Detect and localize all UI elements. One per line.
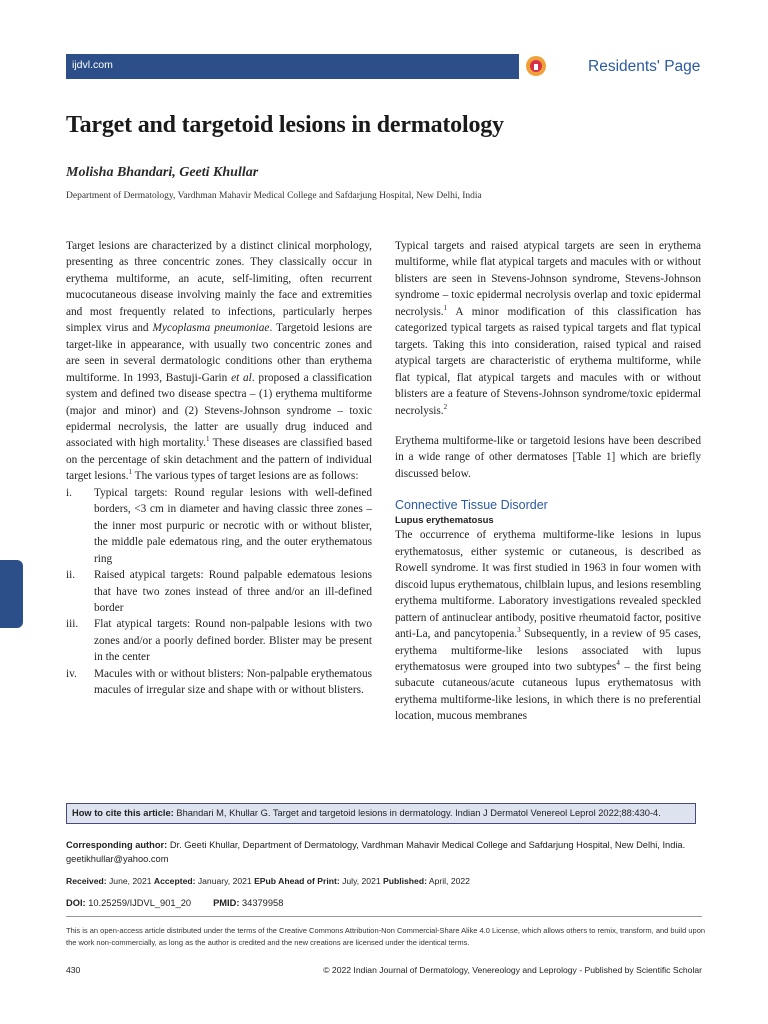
- journal-site-url[interactable]: ijdvl.com: [72, 59, 113, 71]
- lupus-paragraph: The occurrence of erythema multiforme-like lesions in lupus erythematosus, either systemic or cutaneous, is described as Rowell syndrome. It was first studied in 1963 in four women with discoid lupus erythematous, chilblain lupus, and lesions resembling erythema multiforme. Laboratory investigations revealed speckled pattern of antinuclear antibody, positive rheumatoid factor, positive anti-La, and pancytopenia.$^3$ Subsequently, in a review of 95 cases, erythema multiforme-like lesions associated with lupus erythematosus were grouped into two subtypes$^4$ – the first being subacute cutaneous/acute cutaneous lupus erythematosus with erythema multiforme-like lesions, in which there is no preferential location, mucous membranes: [395, 529, 702, 723]
- reference-citation[interactable]: 3: [517, 626, 521, 635]
- correspondence-label: Corresponding author:: [66, 840, 168, 850]
- list-item: iii. Flat atypical targets: Round non-palpable lesions with two zones and/or a poorly defined border. Blister may be present in the center: [66, 618, 372, 664]
- reference-citation[interactable]: 1: [206, 435, 210, 444]
- targetoid-paragraph: Erythema multiforme-like or targetoid lesions have been described in a wide range of other dermatoses [Table 1] which are briefly discussed below.: [395, 434, 701, 480]
- correspondence: [66, 838, 702, 866]
- article-title: Target and targetoid lesions in dermatology: [66, 112, 504, 138]
- footer-divider: [66, 916, 702, 917]
- article-authors: Molisha Bhandari, Geeti Khullar: [66, 165, 259, 180]
- article-dates: Received: June, 2021 Accepted: January, 2021 EPub Ahead of Print: July, 2021 Published: April, 2022: [66, 876, 470, 886]
- intro-paragraph: Target lesions are characterized by a distinct clinical morphology, presenting as three concentric zones. They classically occur in erythema multiforme, an acute, self-limiting, often recurrent mucocutaneous disease involving mainly the face and extremities and most frequently related to infections, particularly herpes simplex virus and Mycoplasma pneumoniae. Targetoid lesions are target-like in appearance, with usually two concentric zones and are seen in several dermatologic conditions other than erythema multiforme. In 1993, Bastuji-Garin et al. proposed a classification system and defined two disease spectra – (1) erythema multiforme (major and minor) and (2) Stevens-Johnson syndrome – toxic epidermal necrolysis, the latter are usually drug induced and associated with high mortality.$^1$ These diseases are classified based on the percentage of skin detachment and the pattern of individual target lesions.$^1$ The various types of target lesions are as follows:: [66, 240, 373, 483]
- list-item: iv. Macules with or without blisters: Non-palpable erythematous macules of irregular size and shape with or without blisters.: [66, 667, 372, 697]
- article-identifiers: DOI: 10.25259/IJDVL_901_20 PMID: 34379958: [66, 898, 284, 908]
- journal-header-bar: [66, 54, 519, 79]
- reference-citation[interactable]: 4: [616, 659, 620, 668]
- subsection-heading: Lupus erythematosus: [395, 515, 494, 527]
- doi-link[interactable]: 10.25259/IJDVL_901_20: [85, 898, 192, 908]
- citation-text: Bhandari M, Khullar G. Target and targetoid lesions in dermatology. Indian J Dermatol Venereol Leprol 2022;88:430-4.: [173, 808, 661, 818]
- section-label: Residents' Page: [588, 58, 701, 75]
- classification-paragraph: Typical targets and raised atypical targets are seen in erythema multiforme, while flat atypical targets and macules with or without blisters are seen in Stevens-Johnson syndrome, Stevens-Johnson syndrome – toxic epidermal necrolysis overlap and toxic epidermal necrolysis.$^1$ A minor modification of this classification has categorized typical targets as raised typical targets and flat typical targets. Taking this into consideration, raised typical and raised atypical targets are characteristic of erythema multiforme, while flat typical, flat atypical targets and macules with or without blisters are a feature of Stevens-Johnson syndrome/toxic epidermal necrolysis.$^2$: [395, 240, 701, 417]
- pmid-link[interactable]: 34379958: [239, 898, 284, 908]
- author-affiliation: Department of Dermatology, Vardhman Mahavir Medical College and Safdarjung Hospital, New Delhi, India: [66, 191, 482, 201]
- target-types-list: [66, 485, 372, 699]
- reference-citation[interactable]: 1: [443, 304, 448, 313]
- correspondence-text: Dr. Geeti Khullar, Department of Dermatology, Vardhman Mahavir Medical College and Safdarjung Hospital, New Delhi, India. geetikhullar@yahoo.com: [66, 840, 686, 864]
- right-column: [395, 238, 701, 725]
- side-tab-marker: [0, 560, 23, 628]
- citation-box: [66, 803, 696, 824]
- bookmark-logo-icon: [526, 56, 546, 76]
- reference-citation[interactable]: 1: [128, 468, 133, 477]
- list-item: i. Typical targets: Round regular lesions with well-defined borders, <3 cm in diameter and having classic three zones – the inner most purpuric or necrotic with or without blister, the middle pale edematous ring, and the outer erythematous ring: [66, 486, 372, 565]
- license-notice: This is an open-access article distributed under the terms of the Creative Commons Attribution-Non Commercial-Share Alike 4.0 License, which allows others to remix, transform, and build upon the work non-commercially, as long as the author is credited and the new creations are licensed under the identical terms.: [66, 926, 706, 947]
- left-column: [66, 238, 372, 699]
- list-item: ii. Raised atypical targets: Round palpable edematous lesions that have two zones instead of three and/or an ill-defined border: [66, 569, 372, 614]
- reference-citation[interactable]: 2: [443, 402, 448, 411]
- page-number: 430: [66, 965, 81, 975]
- copyright-notice: © 2022 Indian Journal of Dermatology, Venereology and Leprology - Published by Scientific Scholar: [323, 965, 702, 975]
- citation-label: How to cite this article:: [72, 808, 174, 818]
- section-heading: Connective Tissue Disorder: [395, 498, 548, 513]
